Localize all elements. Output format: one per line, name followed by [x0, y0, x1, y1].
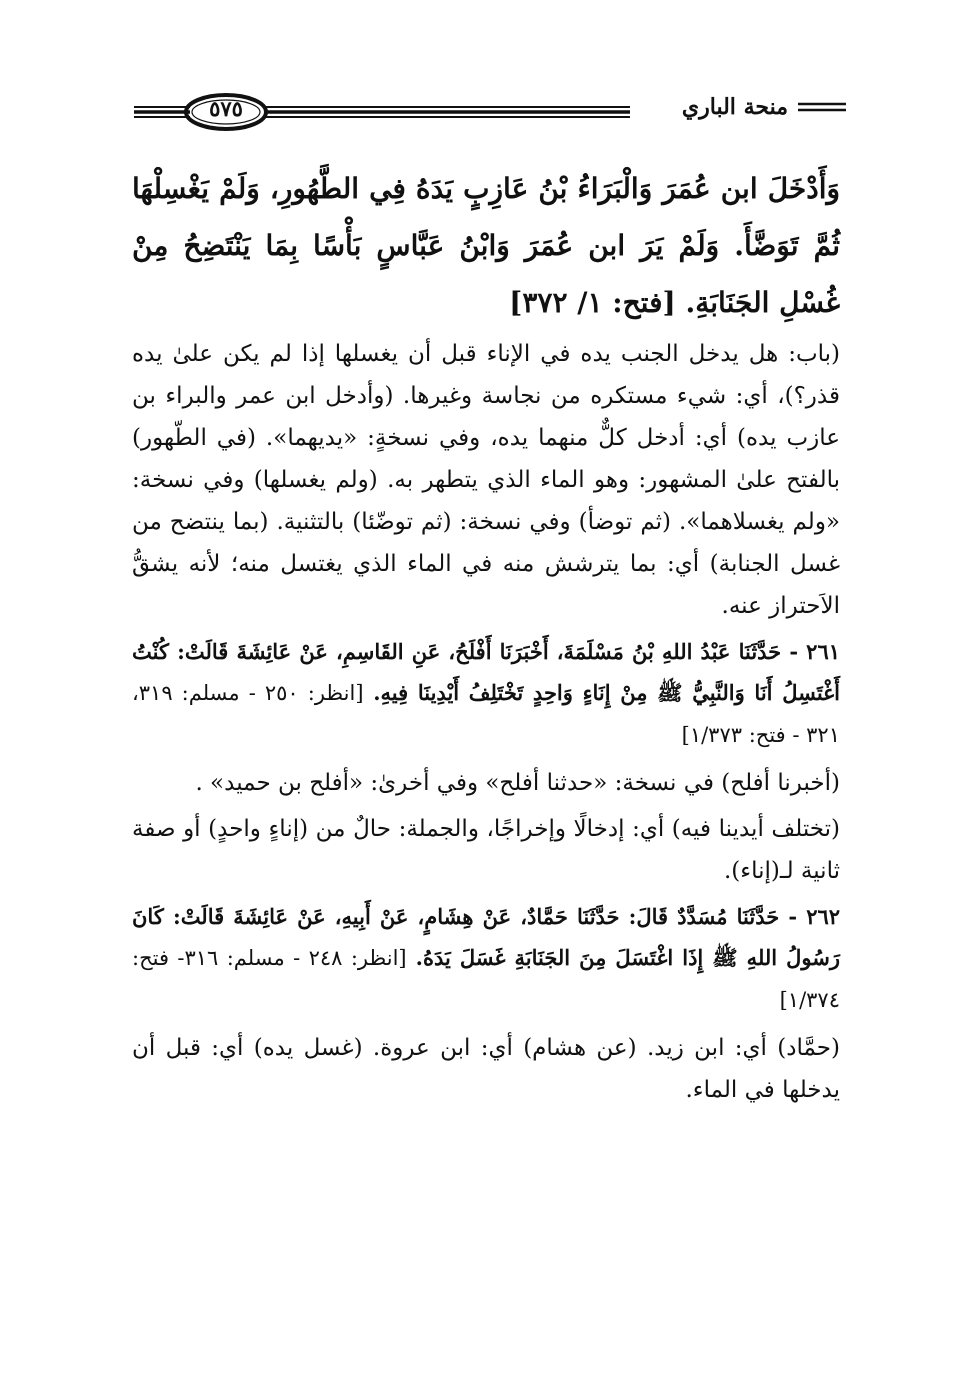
commentary-paragraph-1: (باب: هل يدخل الجنب يده في الإناء قبل أن يغسلها إذا لم يكن علىٰ يده قذر؟)، أي: شيء مستكره من نجاسة وغيرها. (وأدخل ابن عمر والبراء بن عازب يده) أي: أدخل كلٌّ منهما يده، وفي نسخةٍ: «يديهما». (في الطّهور) بالفتح علىٰ المشهور: وهو الماء الذي يتطهر به. (ولم يغسلها) وفي نسخة: «ولم يغسلاهما». (ثم توضأ) وفي نسخة: (ثم توضّئا) بالتثنية. (بما ينتضح من غسل الجنابة) أي: بما يترشش منه في الماء الذي يغتسل منه؛ لأنه يشقُّ الاَحتراز عنه. [132, 341, 840, 619]
hadith-matn: كَانَ رَسُولُ اللهِ ﷺ إِذَا اغْتَسَلَ مِنَ الجَنَابَةِ غَسَلَ يَدَهُ. [132, 904, 840, 970]
hadith-isnad: حَدَّثَنَا عَبْدُ اللهِ بْنُ مَسْلَمَةَ، أَخْبَرَنَا أَفْلَحُ، عَنِ القَاسِمِ، عَنْ عَائِشَةَ قَالَتْ: [177, 639, 782, 664]
page-number: ٥٧٥ [209, 96, 243, 121]
hadith-number: ٢٦٢ - [788, 904, 841, 929]
hadith-reference: [انظر: ٢٤٨ - مسلم: ٣١٦- فتح: ١/٣٧٤] [132, 946, 840, 1012]
hadith-number: ٢٦١ - [789, 639, 841, 664]
hadith-isnad: حَدَّثَنَا مُسَدَّدٌ قَالَ: حَدَّثَنَا حَمَّادٌ، عَنْ هِشَامٍ، عَنْ أَبِيهِ، عَنْ عَائِشَةَ قَالَتْ: [172, 904, 780, 929]
running-title: منحة الباري [681, 94, 788, 120]
running-header [130, 88, 850, 138]
hadith-matn: كُنْتُ أَغْتَسِلُ أَنَا وَالنَّبِيُّ ﷺ مِنْ إِنَاءٍ وَاحِدٍ تَخْتَلِفُ أَيْدِينَا فِيهِ. [132, 639, 840, 705]
bukhari-quote: وَأَدْخَلَ ابن عُمَرَ وَالْبَرَاءُ بْنُ عَازِبٍ يَدَهُ فِي الطَّهُورِ، وَلَمْ يَغْسِلْهَا ثُمَّ تَوَضَّأَ. وَلَمْ يَرَ ابن عُمَرَ وَابْنُ عَبَّاسٍ بَأْسًا بِمَا يَنْتَضِحُ مِنْ غُسْلِ الجَنَابَةِ. [فتح: ١/ ٣٧٢] [132, 172, 840, 319]
hadith-262 [132, 896, 840, 1021]
commentary-paragraph-4: (حمَّاد) أي: ابن زيد. (عن هشام) أي: ابن عروة. (غسل يده) أي: قبل أن يدخلها في الماء. [132, 1035, 840, 1103]
commentary-paragraph-3: (تختلف أيدينا فيه) أي: إدخالًا وإخراجًا، والجملة: حالٌ من (إناءٍ واحدٍ) أو صفة ثانية لـ(إناء). [132, 816, 840, 884]
page-body [132, 160, 840, 1115]
hadith-reference: [انظر: ٢٥٠ - مسلم: ٣١٩، ٣٢١ - فتح: ١/٣٧٣] [132, 681, 840, 747]
hadith-261 [132, 631, 840, 756]
commentary-paragraph-2: (أخبرنا أفلح) في نسخة: «حدثنا أفلح» وفي أخرىٰ: «أفلح بن حميد» . [195, 770, 840, 796]
